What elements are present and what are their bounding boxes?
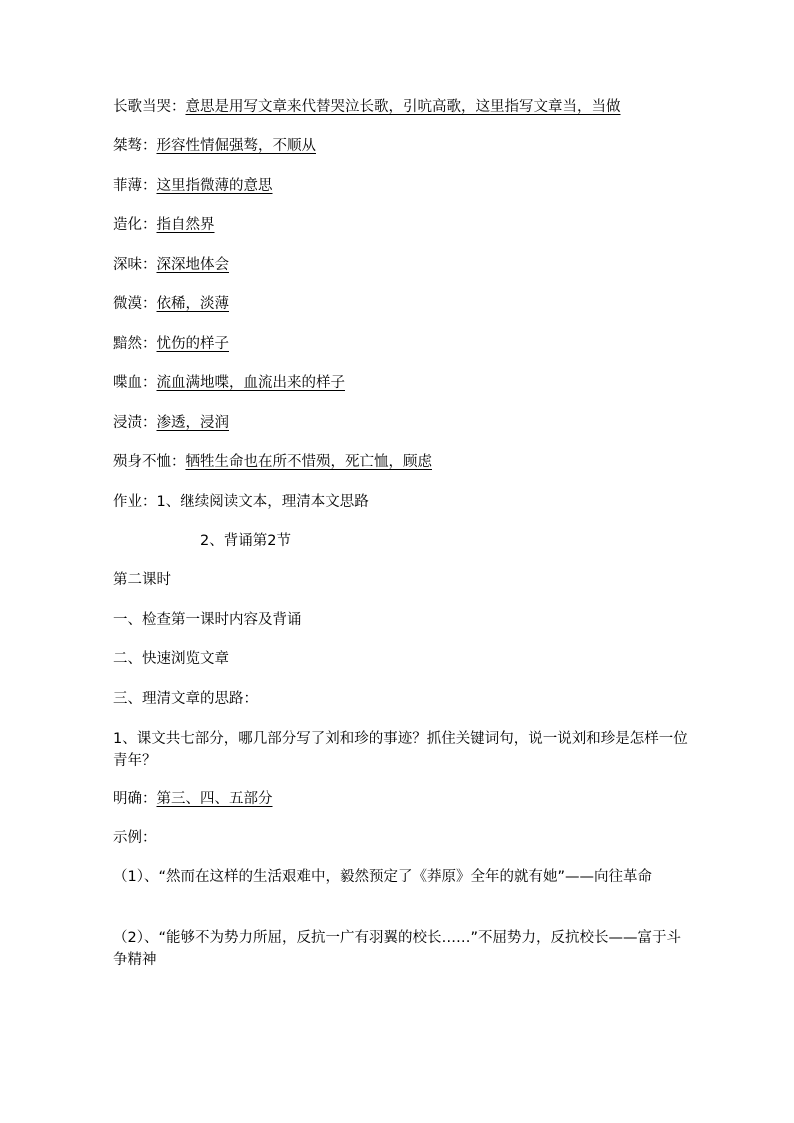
vocab-item <box>113 413 229 433</box>
vocab-definition: 形容性情倔强骜，不顺从 <box>156 138 316 154</box>
lesson-title: 第二课时 <box>113 572 171 588</box>
vocab-term: 菲薄： <box>113 178 157 194</box>
vocab-item <box>113 334 229 354</box>
example-label: 示例： <box>113 830 157 846</box>
answer-text: 第三、四、五部分 <box>156 791 273 807</box>
vocab-term: 深味： <box>113 257 157 273</box>
vocab-definition: 流血满地喋，血流出来的样子 <box>156 375 345 391</box>
vocab-item <box>113 176 273 196</box>
vocab-item <box>113 294 229 314</box>
vocab-definition: 牺牲生命也在所不惜殒，死亡恤，顾虑 <box>185 454 432 470</box>
example-1: （1）、“然而在这样的生活艰难中，毅然预定了《莽原》全年的就有她”——向往革命 <box>113 869 652 885</box>
vocab-item <box>113 255 229 275</box>
vocab-definition: 忧伤的样子 <box>156 336 229 352</box>
question-paragraph: 1、课文共七部分，哪几部分写了刘和珍的事迹？抓住关键词句，说一说刘和珍是怎样一位青年？ <box>113 731 688 769</box>
example-2: （2）、“能够不为势力所屈，反抗一广有羽翼的校长……”不屈势力，反抗校长——富于斗争精神 <box>113 930 681 968</box>
vocab-term: 造化： <box>113 217 157 233</box>
vocab-term: 喋血： <box>113 375 157 391</box>
vocab-item <box>113 373 345 393</box>
homework-line-1: 作业：1、继续阅读文本，理清本文思路 <box>113 494 369 510</box>
vocab-item <box>113 452 432 472</box>
vocab-item <box>113 215 215 235</box>
vocab-item <box>113 97 621 117</box>
step-2: 二、快速浏览文章 <box>113 651 229 667</box>
answer-label: 明确： <box>113 791 157 807</box>
step-1: 一、检查第一课时内容及背诵 <box>113 612 302 628</box>
vocab-term: 殒身不恤： <box>113 454 186 470</box>
step-3: 三、理清文章的思路： <box>113 691 258 707</box>
answer-line <box>113 789 273 809</box>
vocab-definition: 渗透，浸润 <box>156 415 229 431</box>
vocab-term: 黯然： <box>113 336 157 352</box>
vocab-term: 微漠： <box>113 296 157 312</box>
vocab-definition: 依稀，淡薄 <box>156 296 229 312</box>
vocab-item <box>113 136 316 156</box>
vocab-definition: 指自然界 <box>156 217 215 233</box>
vocab-definition: 这里指微薄的意思 <box>156 178 273 194</box>
homework-line-2: 2、背诵第2节 <box>200 533 291 549</box>
vocab-definition: 意思是用写文章来代替哭泣长歌，引吭高歌，这里指写文章当，当做 <box>185 99 621 115</box>
vocab-definition: 深深地体会 <box>156 257 229 273</box>
vocab-term: 浸渍： <box>113 415 157 431</box>
vocab-term: 桀骜： <box>113 138 157 154</box>
vocab-term: 长歌当哭： <box>113 99 186 115</box>
